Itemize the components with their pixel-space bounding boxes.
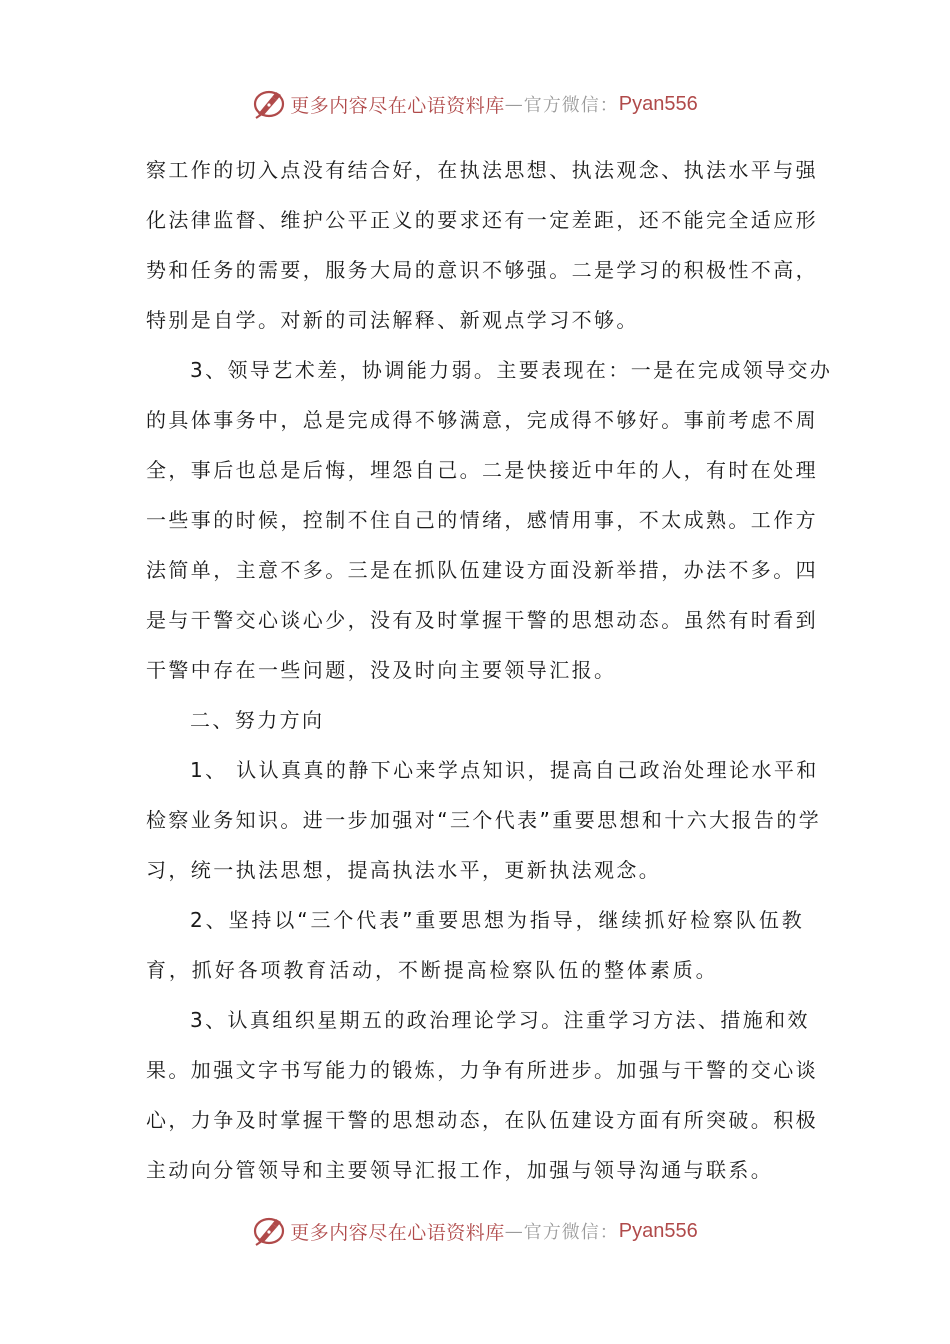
- section-heading: 二、努力方向: [190, 708, 325, 732]
- header-banner: [0, 84, 950, 124]
- wechat-id: Pyan556: [618, 1219, 698, 1242]
- brand-text: 更多内容尽在心语资料库: [290, 1221, 505, 1244]
- pen-nib-logo-icon: [252, 1214, 286, 1248]
- brand-text: 更多内容尽在心语资料库: [290, 94, 505, 117]
- dash-separator: —: [504, 1220, 524, 1242]
- paragraph-continuation: 察工作的切入点没有结合好，在执法思想、执法观念、执法水平与强化法律监督、维护公平正义的要求还有一定差距，还不能完全适应形势和任务的需要，服务大局的意识不够强。二是学习的积极性不高，特别是自学。对新的司法解释、新观点学习不够。: [146, 158, 818, 332]
- wechat-id: Pyan556: [618, 92, 698, 115]
- pen-nib-logo-icon: [252, 87, 286, 121]
- paragraph-direction-1: 1、 认认真真的静下心来学点知识，提高自己政治处理论水平和检察业务知识。进一步加强对“三个代表”重要思想和十六大报告的学习，统一执法思想，提高执法水平，更新执法观念。: [146, 758, 822, 882]
- dash-separator: —: [504, 93, 524, 115]
- wechat-label: 官方微信：: [523, 1222, 619, 1243]
- document-body: [146, 145, 836, 1195]
- paragraph-direction-3: 3、认真组织星期五的政治理论学习。注重学习方法、措施和效果。加强文字书写能力的锻炼，力争有所进步。加强与干警的交心谈心，力争及时掌握干警的思想动态，在队伍建设方面有所突破。积极主动向分管领导和主要领导汇报工作，加强与领导沟通与联系。: [146, 1008, 818, 1182]
- footer-banner: [0, 1211, 950, 1251]
- paragraph-leadership: 3、领导艺术差，协调能力弱。主要表现在：一是在完成领导交办的具体事务中，总是完成得不够满意，完成得不够好。事前考虑不周全，事后也总是后悔，埋怨自己。二是快接近中年的人，有时在处理一些事的时候，控制不住自己的情绪，感情用事，不太成熟。工作方法简单，主意不多。三是在抓队伍建设方面没新举措，办法不多。四是与干警交心谈心少，没有及时掌握干警的思想动态。虽然有时看到干警中存在一些问题，没及时向主要领导汇报。: [146, 358, 833, 682]
- paragraph-direction-2: 2、坚持以“三个代表”重要思想为指导，继续抓好检察队伍教育，抓好各项教育活动，不断提高检察队伍的整体素质。: [146, 908, 805, 982]
- wechat-label: 官方微信：: [523, 95, 619, 116]
